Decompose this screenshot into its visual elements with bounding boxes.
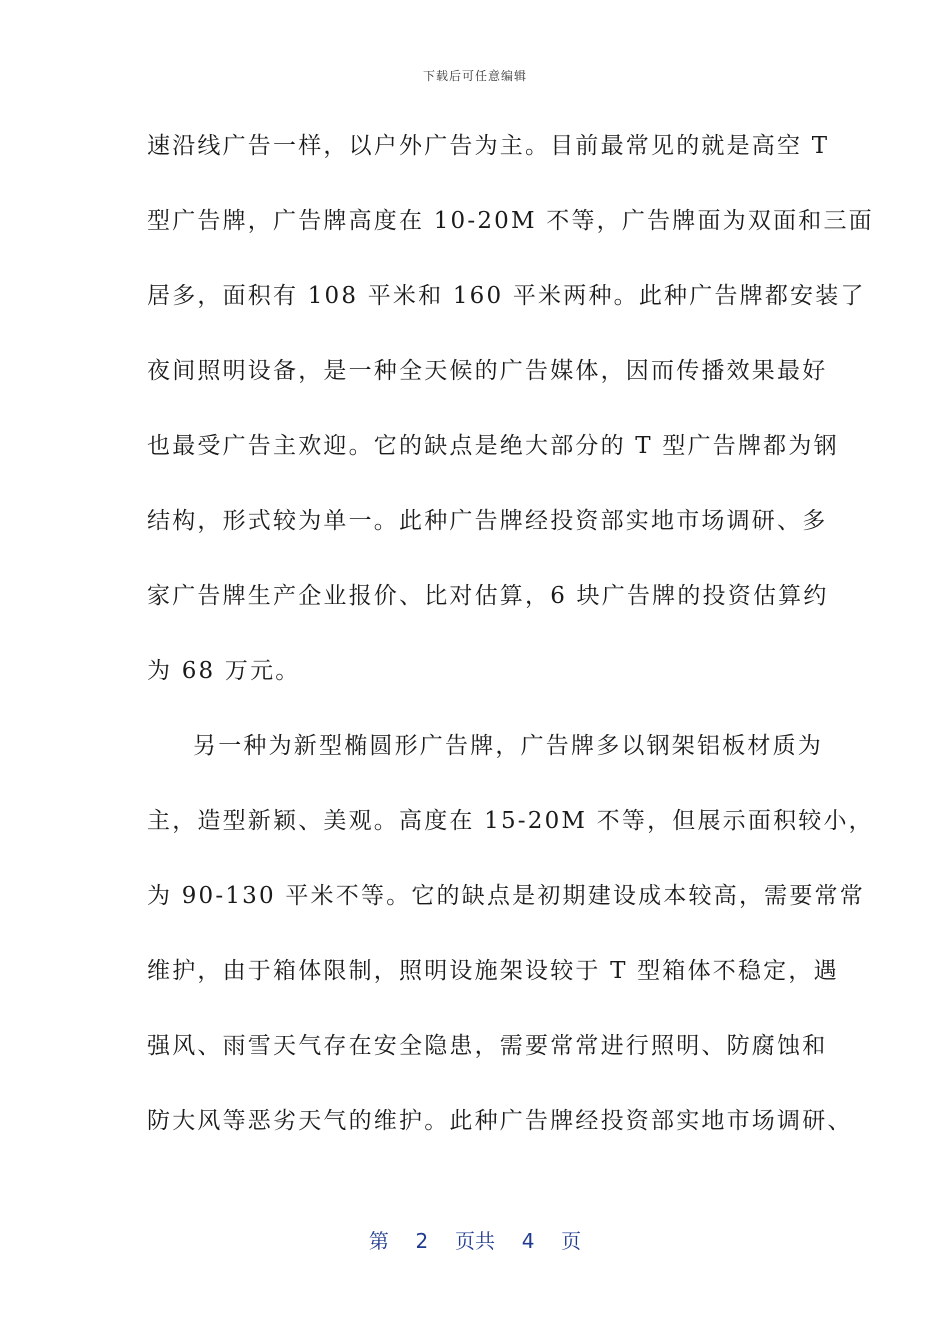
current-page-number: 2 bbox=[415, 1229, 429, 1253]
total-page-number: 4 bbox=[521, 1229, 535, 1253]
header-note: 下载后可任意编辑 bbox=[422, 69, 527, 83]
text-line: 主，造型新颖、美观。高度在 15-20M 不等，但展示面积较小， bbox=[147, 808, 874, 834]
text-line: 也最受广告主欢迎。它的缺点是绝大部分的 T 型广告牌都为钢 bbox=[147, 433, 839, 459]
body-text bbox=[147, 126, 874, 1176]
text-line: 为 68 万元。 bbox=[147, 658, 301, 684]
text-line: 型广告牌，广告牌高度在 10-20M 不等，广告牌面为双面和三面 bbox=[147, 208, 874, 234]
text-line: 强风、雨雪天气存在安全隐患，需要常常进行照明、防腐蚀和 bbox=[147, 1033, 828, 1059]
text-line: 居多，面积有 108 平米和 160 平米两种。此种广告牌都安装了 bbox=[147, 283, 866, 309]
footer-middle: 页共 bbox=[455, 1229, 495, 1253]
footer-suffix: 页 bbox=[561, 1229, 582, 1253]
footer-prefix: 第 bbox=[368, 1229, 389, 1253]
page-number-footer bbox=[0, 1225, 950, 1254]
text-line: 速沿线广告一样，以户外广告为主。目前最常见的就是高空 T bbox=[147, 133, 830, 159]
text-line: 夜间照明设备，是一种全天候的广告媒体，因而传播效果最好 bbox=[147, 358, 828, 384]
text-line: 防大风等恶劣天气的维护。此种广告牌经投资部实地市场调研、 bbox=[147, 1108, 853, 1134]
text-line: 结构，形式较为单一。此种广告牌经投资部实地市场调研、多 bbox=[147, 508, 828, 534]
text-line: 家广告牌生产企业报价、比对估算，6 块广告牌的投资估算约 bbox=[147, 583, 829, 609]
text-line: 为 90-130 平米不等。它的缺点是初期建设成本较高，需要常常 bbox=[147, 883, 865, 909]
text-line: 维护，由于箱体限制，照明设施架设较于 T 型箱体不稳定，遇 bbox=[147, 958, 839, 984]
text-line: 另一种为新型椭圆形广告牌，广告牌多以钢架铝板材质为 bbox=[193, 733, 823, 759]
